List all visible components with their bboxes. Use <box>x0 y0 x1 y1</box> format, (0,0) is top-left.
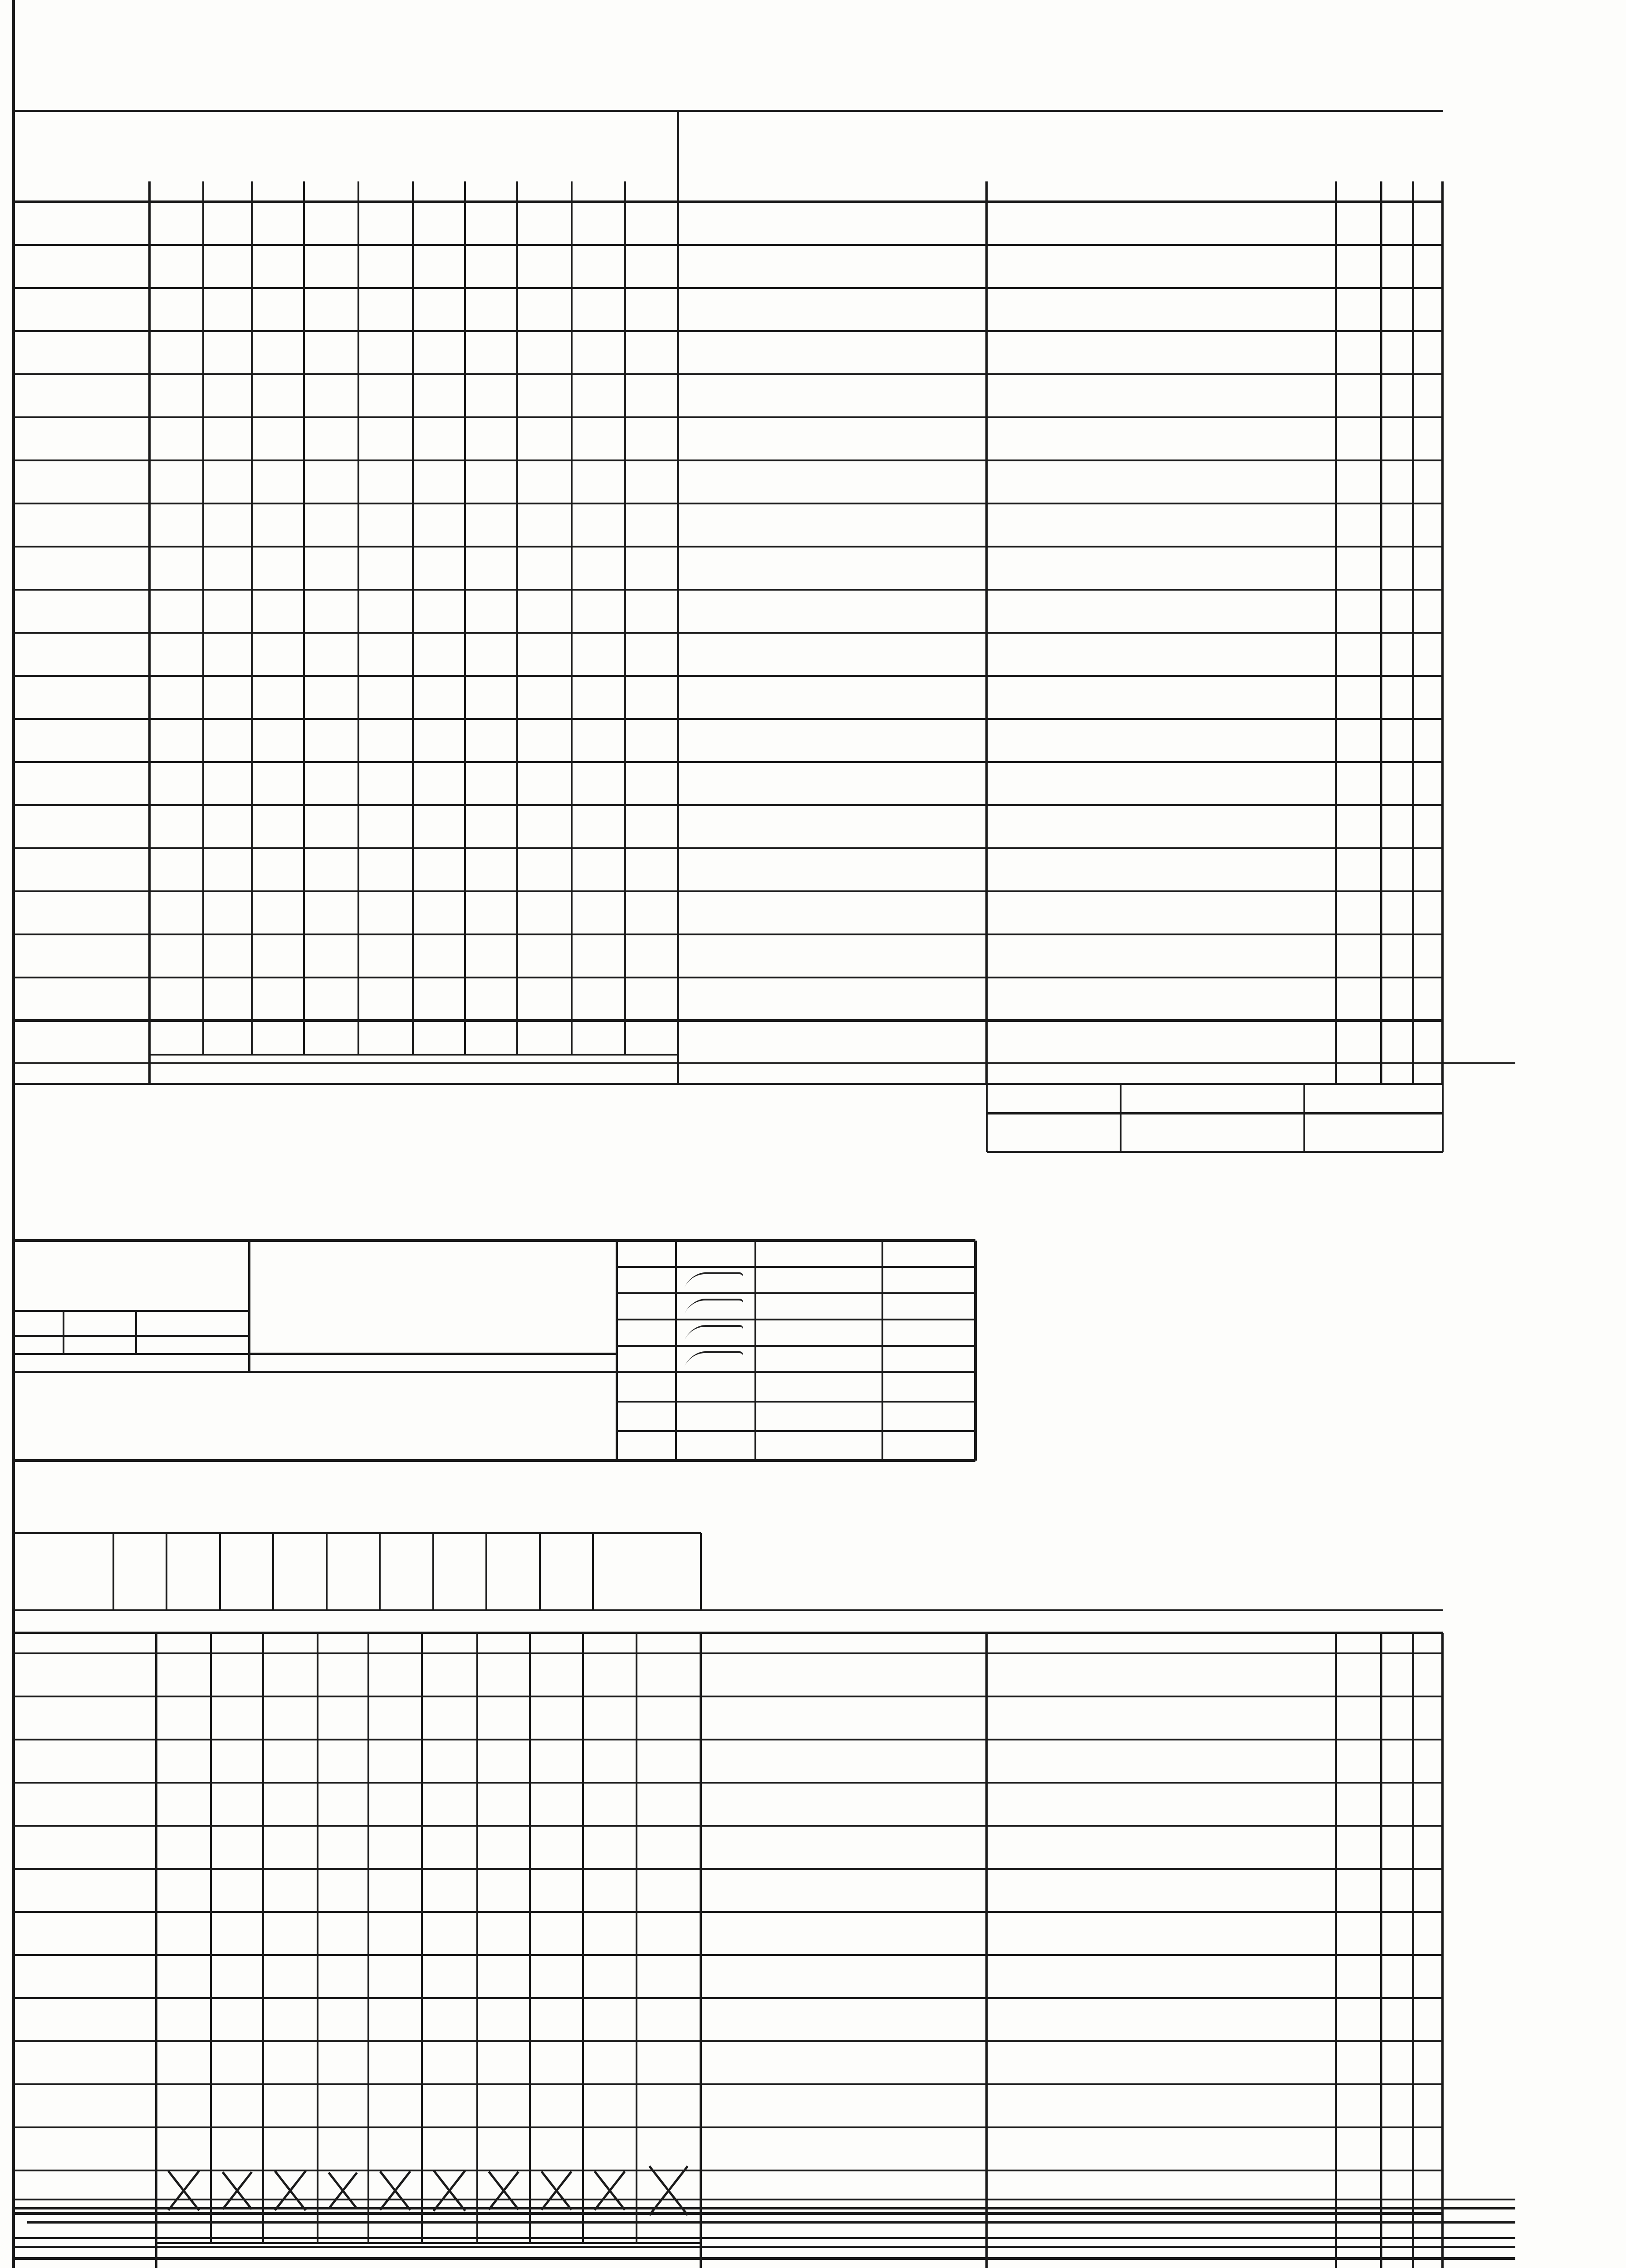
titleblock-org <box>14 1284 250 1311</box>
spec2-row-qty <box>252 719 304 762</box>
spec2-row-qty <box>252 202 304 245</box>
shifr-code <box>487 1533 540 1610</box>
spec2-row-designation <box>987 590 1336 633</box>
spec2-row-pos <box>1336 848 1381 891</box>
spec2-row-designation <box>987 848 1336 891</box>
spec1-row-designation <box>987 1955 1336 1998</box>
spec2-row-name <box>678 676 987 719</box>
spec1-row-pos <box>1336 1740 1381 1783</box>
signature-scribble <box>685 1272 744 1288</box>
spec2-row-qty <box>203 719 252 762</box>
spec1-row-qty <box>422 1955 477 1998</box>
spec2-row-name <box>678 719 987 762</box>
spec2-row-pos <box>1336 762 1381 805</box>
signer-date <box>617 1346 676 1372</box>
spec2-header-col-6 <box>304 1021 358 1055</box>
spec2-row-qty <box>150 633 203 676</box>
spec1-row-form <box>1413 1955 1443 1998</box>
spec2-row-qty <box>517 891 572 934</box>
spec2-row-qty <box>465 676 517 719</box>
titleblock-stage-header <box>136 1336 250 1354</box>
signer-name <box>755 1293 882 1320</box>
scan-border-line <box>14 2237 1515 2239</box>
spec2-row-qty <box>413 676 465 719</box>
spec2-row-form <box>1413 676 1443 719</box>
spec2-row-qty <box>413 202 465 245</box>
spec2-row-form <box>1413 762 1443 805</box>
spec2-row-name <box>678 460 987 503</box>
spec2-header-note <box>14 1021 150 1084</box>
signature-scribble <box>685 1299 744 1314</box>
spec2-header-form <box>1413 1021 1443 1084</box>
spec1-row-qty <box>637 1955 701 1998</box>
spec2-row-qty <box>358 202 413 245</box>
margin-sign-date <box>1121 1114 1304 1152</box>
spec2-row-pos <box>1336 891 1381 934</box>
spec2-header-col-7 <box>252 1021 304 1055</box>
spec2-header-pos <box>1336 1021 1381 1084</box>
shifr-code <box>167 1533 220 1610</box>
spec1-qty-col-divider <box>529 1633 531 2243</box>
spec2-row-form <box>1413 805 1443 848</box>
spec2-row-qty <box>572 978 625 1021</box>
spec2-row-name <box>678 934 987 978</box>
spec2-header-col-0 <box>625 1021 678 1055</box>
spec2-row-name <box>678 978 987 1021</box>
spec2-row-qty <box>413 762 465 805</box>
scan-border-line <box>14 2199 1515 2200</box>
spec2-header-qty <box>150 1055 678 1084</box>
spec1-row-designation <box>987 1610 1336 1653</box>
spec2-row-qty <box>203 503 252 547</box>
spec2-row-qty <box>413 805 465 848</box>
spec2-row-form <box>1413 848 1443 891</box>
spec1-row-name <box>701 1740 987 1783</box>
spec2-row-designation <box>987 676 1336 719</box>
spec2-row-qty <box>203 934 252 978</box>
spec1-row-qty <box>477 1955 530 1998</box>
spec2-header-col-5 <box>358 1021 413 1055</box>
spec2-row-qty <box>572 676 625 719</box>
spec2-row-qty <box>413 590 465 633</box>
spec2-row-qty <box>465 719 517 762</box>
spec1-qty-cross <box>589 2175 630 2209</box>
spec1-row-form <box>1413 1653 1443 1696</box>
spec2-row-qty <box>203 633 252 676</box>
shifr-code <box>220 1533 274 1610</box>
spec1-row-designation <box>987 1912 1336 1955</box>
spec2-header-col-2 <box>517 1021 572 1055</box>
signer-date <box>617 1320 676 1346</box>
spec2-row-name <box>678 547 987 590</box>
spec2-row-qty <box>358 676 413 719</box>
spec2-row-name <box>678 331 987 374</box>
signer-role <box>882 1320 975 1346</box>
spec1-row-qty <box>583 1696 637 1740</box>
page-left-edge <box>12 0 15 2268</box>
spec2-row-qty <box>304 633 358 676</box>
spec2-row-designation <box>987 978 1336 1021</box>
spec2-row-qty <box>203 202 252 245</box>
scan-border-line <box>14 2208 1515 2210</box>
titleblock-code <box>14 1372 617 1461</box>
titleblock-city <box>14 1243 250 1263</box>
spec2-row-qty <box>413 633 465 676</box>
spec2-row-qty <box>358 805 413 848</box>
spec1-qty-cross <box>428 2175 471 2209</box>
spec1-row-name <box>701 1955 987 1998</box>
spec2-row-name <box>678 202 987 245</box>
spec2-row-qty <box>203 891 252 934</box>
signer-role <box>882 1346 975 1372</box>
fold-line <box>14 1063 1515 1064</box>
spec2-row-qty <box>625 719 678 762</box>
spec1-row-designation <box>987 1740 1336 1783</box>
spec1-row-qty <box>318 1740 368 1783</box>
spec2-row-qty <box>358 762 413 805</box>
spec1-row-name <box>701 1610 987 1653</box>
spec2-header-col-4 <box>413 1021 465 1055</box>
spec2-row-name <box>678 590 987 633</box>
spec2-header-col-8 <box>203 1021 252 1055</box>
spec2-row-qty <box>304 503 358 547</box>
spec2-row-form <box>1413 934 1443 978</box>
titleblock-stage <box>136 1311 250 1336</box>
spec1-row-name <box>701 1826 987 1869</box>
spec1-row-qty <box>368 1740 422 1783</box>
spec2-header-col-3 <box>465 1021 517 1055</box>
spec1-row-pos <box>1336 1955 1381 1998</box>
spec1-row-name <box>701 2127 987 2170</box>
spec2-row-form <box>1413 891 1443 934</box>
shifr-label <box>646 1533 701 1610</box>
signer-name <box>755 1320 882 1346</box>
titleblock-title-spec <box>250 1241 617 1275</box>
spec2-row-qty <box>150 547 203 590</box>
spec2-row-designation <box>987 934 1336 978</box>
spec2-row-qty <box>625 202 678 245</box>
spec2-row-qty <box>517 978 572 1021</box>
spec2-row-qty <box>517 848 572 891</box>
spec2-row-qty <box>150 503 203 547</box>
spec1-qty-cross <box>163 2175 205 2209</box>
spec1-row-qty <box>318 1653 368 1696</box>
spec2-header-col-1 <box>572 1021 625 1055</box>
spec2-row-name <box>678 633 987 676</box>
spec2-row-pos <box>1336 978 1381 1021</box>
spec2-row-pos <box>1336 676 1381 719</box>
spec2-row-qty <box>465 202 517 245</box>
spec2-row-qty <box>625 633 678 676</box>
spec2-row-form <box>1413 590 1443 633</box>
spec2-row-qty <box>517 719 572 762</box>
signer-role <box>882 1267 975 1293</box>
shifr-code <box>327 1533 380 1610</box>
spec2-code-box <box>14 111 678 202</box>
spec1-row-form <box>1413 1696 1443 1740</box>
spec2-row-name <box>678 891 987 934</box>
spec2-row-qty <box>572 719 625 762</box>
spec2-row-qty <box>150 202 203 245</box>
spec2-row-qty <box>358 633 413 676</box>
spec1-row-qty <box>211 1912 263 1955</box>
spec2-row-designation <box>987 719 1336 762</box>
spec2-row-pos <box>1336 934 1381 978</box>
spec1-row-pos <box>1336 1912 1381 1955</box>
shifr-code <box>593 1533 647 1610</box>
spec1-qty-cross <box>536 2175 577 2209</box>
spec2-row-qty <box>252 633 304 676</box>
spec2-row-qty <box>358 719 413 762</box>
spec2-row-qty <box>572 848 625 891</box>
spec2-row-form <box>1413 719 1443 762</box>
spec2-row-qty <box>304 202 358 245</box>
spec1-row-qty <box>368 1955 422 1998</box>
spec2-row-pos <box>1336 805 1381 848</box>
spec1-row-qty <box>318 1610 368 1653</box>
spec1-row-qty <box>583 1610 637 1653</box>
spec2-row-form <box>1413 547 1443 590</box>
spec1-row-pos <box>1336 1610 1381 1653</box>
spec1-qty-cross <box>375 2175 416 2209</box>
spec2-row-qty <box>572 202 625 245</box>
spec2-row-designation <box>987 503 1336 547</box>
archive-number-2 <box>1440 336 1479 408</box>
spec2-row-designation <box>987 762 1336 805</box>
spec1-row-form <box>1413 1740 1443 1783</box>
spec2-row-pos <box>1336 590 1381 633</box>
spec1-row-qty <box>637 1610 701 1653</box>
spec1-row-pos <box>1336 1653 1381 1696</box>
spec1-row-qty <box>583 1955 637 1998</box>
spec2-row-qty <box>465 633 517 676</box>
spec1-row-qty <box>530 1955 583 1998</box>
signature-scribble <box>685 1325 744 1340</box>
spec1-row-qty <box>368 1653 422 1696</box>
spec2-row-qty <box>304 547 358 590</box>
spec2-row-pos <box>1336 547 1381 590</box>
titleblock-extra-row <box>617 1401 975 1403</box>
spec2-row-qty <box>203 848 252 891</box>
titleblock-sheet <box>64 1311 136 1336</box>
spec2-row-designation <box>987 805 1336 848</box>
titleblock-sheets-header <box>14 1336 64 1354</box>
spec1-row-form <box>1413 1912 1443 1955</box>
spec1-qty-cross <box>269 2175 311 2209</box>
spec2-row-qty <box>517 676 572 719</box>
spec1-row-name <box>701 1653 987 1696</box>
spec2-row-name <box>678 245 987 288</box>
spec1-qty-col-divider <box>156 1633 157 2243</box>
spec2-row-pos <box>1336 719 1381 762</box>
margin-inv-no <box>1304 1114 1443 1152</box>
titleblock-sheets <box>14 1311 64 1336</box>
spec2-row-qty <box>358 590 413 633</box>
spec1-row-pos <box>1336 1696 1381 1740</box>
titleblock-title-code <box>250 1270 617 1311</box>
spec2-row-qty <box>150 934 203 978</box>
archive-number <box>1440 408 1479 590</box>
scan-border-line <box>14 2246 1515 2248</box>
spec2-row-qty <box>413 719 465 762</box>
spec2-row-form <box>1413 503 1443 547</box>
signature-scribble <box>685 1351 744 1367</box>
spec2-row-qty <box>517 590 572 633</box>
shifr-code <box>433 1533 487 1610</box>
spec1-qty-col-divider <box>421 1633 423 2243</box>
titleblock-org2 <box>14 1263 250 1284</box>
spec2-header-designation <box>987 1021 1336 1084</box>
titleblock-title-polotno <box>250 1306 617 1361</box>
shifr-code <box>274 1533 327 1610</box>
spec1-row-qty <box>318 1912 368 1955</box>
spec2-header-zone <box>1381 1021 1413 1084</box>
spec1-row-qty <box>637 1653 701 1696</box>
spec1-row-designation <box>987 1696 1336 1740</box>
spec2-row-name <box>678 805 987 848</box>
titleblock-extra-row <box>617 1430 975 1432</box>
spec2-row-qty <box>572 891 625 934</box>
spec2-row-qty <box>203 547 252 590</box>
spec2-row-qty <box>625 676 678 719</box>
spec1-row-name <box>701 1696 987 1740</box>
signer-role <box>882 1293 975 1320</box>
spec2-row-qty <box>252 503 304 547</box>
spec2-row-designation <box>987 633 1336 676</box>
scan-border-line <box>27 2221 1515 2224</box>
spec2-row-qty <box>625 590 678 633</box>
spec1-qty-cross <box>324 2175 362 2209</box>
spec1-row-qty <box>583 1653 637 1696</box>
spec2-row-name <box>678 762 987 805</box>
shifr-code <box>113 1533 167 1610</box>
spec2-row-designation <box>987 891 1336 934</box>
spec2-header-col-9 <box>150 1021 203 1055</box>
spec2-header-name <box>678 1021 987 1084</box>
spec1-row-qty <box>368 1610 422 1653</box>
spec1-qty-cross <box>643 2175 695 2209</box>
spec2-qty-col-divider <box>303 181 305 1055</box>
spec2-row-qty <box>150 848 203 891</box>
spec2-row-qty <box>572 590 625 633</box>
spec2-row-name <box>678 503 987 547</box>
shifr-code <box>540 1533 593 1610</box>
spec2-row-pos <box>1336 503 1381 547</box>
spec2-row-pos <box>1336 633 1381 676</box>
spec1-qty-col-divider <box>476 1633 478 2243</box>
spec2-row-qty <box>252 547 304 590</box>
spec2-row-qty <box>465 590 517 633</box>
spec2-row-name <box>678 848 987 891</box>
spec1-qty-cross <box>217 2175 257 2209</box>
spec1-row-qty <box>637 1696 701 1740</box>
spec2-row-qty <box>150 891 203 934</box>
spec2-row-form <box>1413 978 1443 1021</box>
spec2-row-qty <box>304 719 358 762</box>
titleblock-sheet-header <box>64 1336 136 1354</box>
margin-replace-inv <box>987 1114 1121 1152</box>
spec2-row-qty <box>150 719 203 762</box>
spec1-row-form <box>1413 1610 1443 1653</box>
signer-date <box>617 1267 676 1293</box>
spec1-row-designation <box>987 1653 1336 1696</box>
spec1-row-name <box>701 1912 987 1955</box>
signer-name <box>755 1346 882 1372</box>
spec2-row-pos <box>1336 245 1381 288</box>
spec2-row-designation <box>987 547 1336 590</box>
spec2-row-name <box>678 417 987 460</box>
spec2-row-qty <box>572 633 625 676</box>
spec2-row-form <box>1413 633 1443 676</box>
signer-name <box>755 1267 882 1293</box>
signer-date <box>617 1293 676 1320</box>
spec1-row-name <box>701 2041 987 2084</box>
spec1-qty-cross <box>484 2175 524 2209</box>
spec2-row-qty <box>517 633 572 676</box>
shifr-code <box>380 1533 434 1610</box>
scan-border-line <box>14 2257 1515 2260</box>
code-box-line <box>678 110 1443 112</box>
spec2-row-qty <box>517 202 572 245</box>
